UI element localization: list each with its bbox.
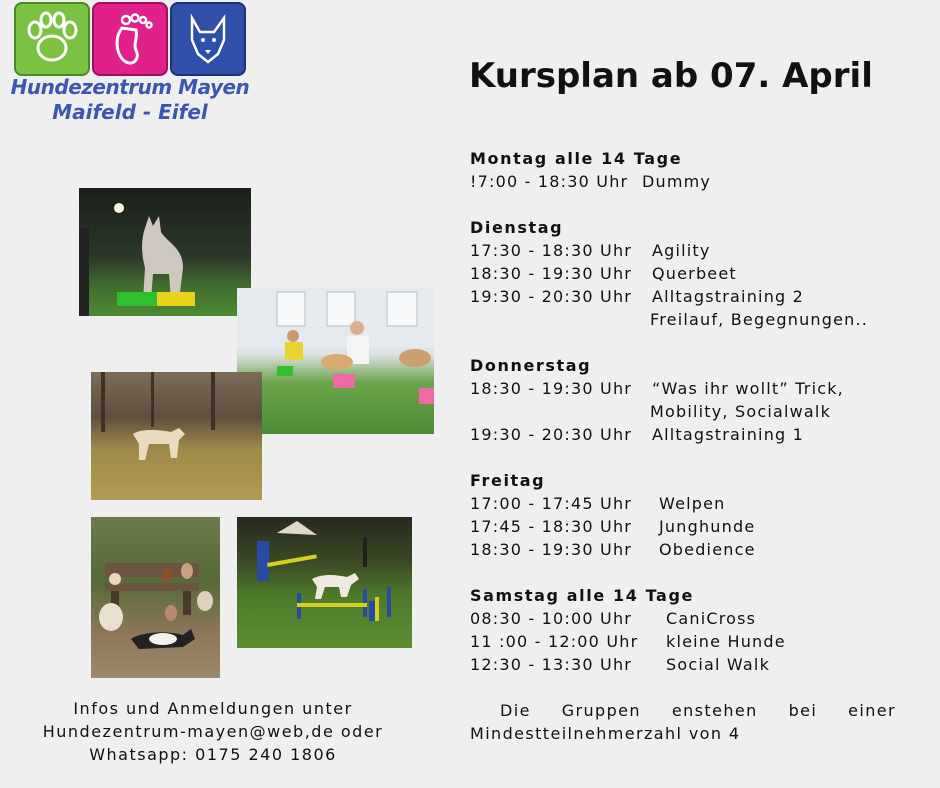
brand-region: Maifeld - Eifel	[52, 100, 208, 124]
time-range: 11 :00 - 12:00 Uhr	[470, 632, 639, 651]
schedule-row	[470, 285, 910, 308]
schedule-saturday	[470, 584, 910, 676]
photo-agility-night	[237, 517, 412, 648]
schedule-row	[470, 262, 910, 285]
contact-whatsapp: Whatsapp: 0175 240 1806	[89, 745, 337, 764]
contact-info	[30, 697, 396, 766]
schedule-row	[470, 515, 910, 538]
page-title: Kursplan ab 07. April	[469, 56, 873, 96]
schedule-row	[470, 400, 910, 423]
schedule-row	[470, 423, 910, 446]
time-range: 19:30 - 20:30 Uhr	[470, 287, 633, 306]
schedule-row	[470, 630, 910, 653]
time-range: 17:00 - 17:45 Uhr	[470, 494, 633, 513]
course-name: CaniCross	[666, 609, 757, 628]
day-heading: Donnerstag	[470, 356, 592, 375]
day-heading: Freitag	[470, 471, 546, 490]
note-line-2: Mindestteilnehmerzahl von 4	[470, 724, 741, 743]
time-range: !7:00 - 18:30 Uhr	[470, 172, 629, 191]
course-name: Agility	[652, 241, 711, 260]
contact-email: Hundezentrum-mayen@web,de oder	[42, 722, 384, 741]
course-name: Querbeet	[652, 264, 737, 283]
time-range: 17:30 - 18:30 Uhr	[470, 241, 633, 260]
course-detail: Freilauf, Begegnungen..	[650, 310, 869, 329]
course-name: Junghunde	[659, 517, 756, 536]
paw-icon	[14, 2, 90, 76]
schedule-row	[470, 308, 910, 331]
course-name: Welpen	[659, 494, 726, 513]
time-range: 08:30 - 10:00 Uhr	[470, 609, 633, 628]
contact-intro: Infos und Anmeldungen unter	[73, 699, 353, 718]
course-name: “Was ihr wollt” Trick,	[652, 379, 844, 398]
course-detail: Mobility, Socialwalk	[650, 402, 832, 421]
time-range: 18:30 - 19:30 Uhr	[470, 540, 633, 559]
dog-head-icon	[170, 2, 246, 76]
course-name: Dummy	[642, 172, 712, 191]
schedule-thursday	[470, 354, 910, 446]
schedule-row	[470, 538, 910, 561]
schedule-row	[470, 607, 910, 630]
logo	[10, 2, 250, 124]
course-name: Social Walk	[666, 655, 771, 674]
schedule-friday	[470, 469, 910, 561]
photo-dogs-bench	[91, 517, 220, 678]
group-note	[470, 699, 896, 745]
time-range: 17:45 - 18:30 Uhr	[470, 517, 633, 536]
note-line-1: Die Gruppen enstehen bei einer	[500, 701, 896, 720]
photo-dog-forest	[91, 372, 262, 500]
course-name: Obedience	[659, 540, 756, 559]
schedule-row	[470, 653, 910, 676]
schedule-row	[470, 377, 910, 400]
time-range: 12:30 - 13:30 Uhr	[470, 655, 633, 674]
brand-name: Hundezentrum Mayen	[10, 75, 250, 99]
day-heading: Dienstag	[470, 218, 564, 237]
course-name: Alltagstraining 2	[652, 287, 805, 306]
schedule-row	[470, 239, 910, 262]
schedule-monday	[470, 147, 910, 193]
course-name: Alltagstraining 1	[652, 425, 805, 444]
day-heading: Samstag alle 14 Tage	[470, 586, 694, 605]
time-range: 19:30 - 20:30 Uhr	[470, 425, 633, 444]
time-range: 18:30 - 19:30 Uhr	[470, 379, 633, 398]
schedule-row	[470, 170, 910, 193]
photo-tent-training	[237, 288, 434, 434]
schedule-tuesday	[470, 216, 910, 331]
photo-husky-night	[79, 188, 251, 316]
time-range: 18:30 - 19:30 Uhr	[470, 264, 633, 283]
course-name: kleine Hunde	[666, 632, 786, 651]
foot-icon	[92, 2, 168, 76]
day-heading: Montag alle 14 Tage	[470, 149, 683, 168]
schedule-row	[470, 492, 910, 515]
